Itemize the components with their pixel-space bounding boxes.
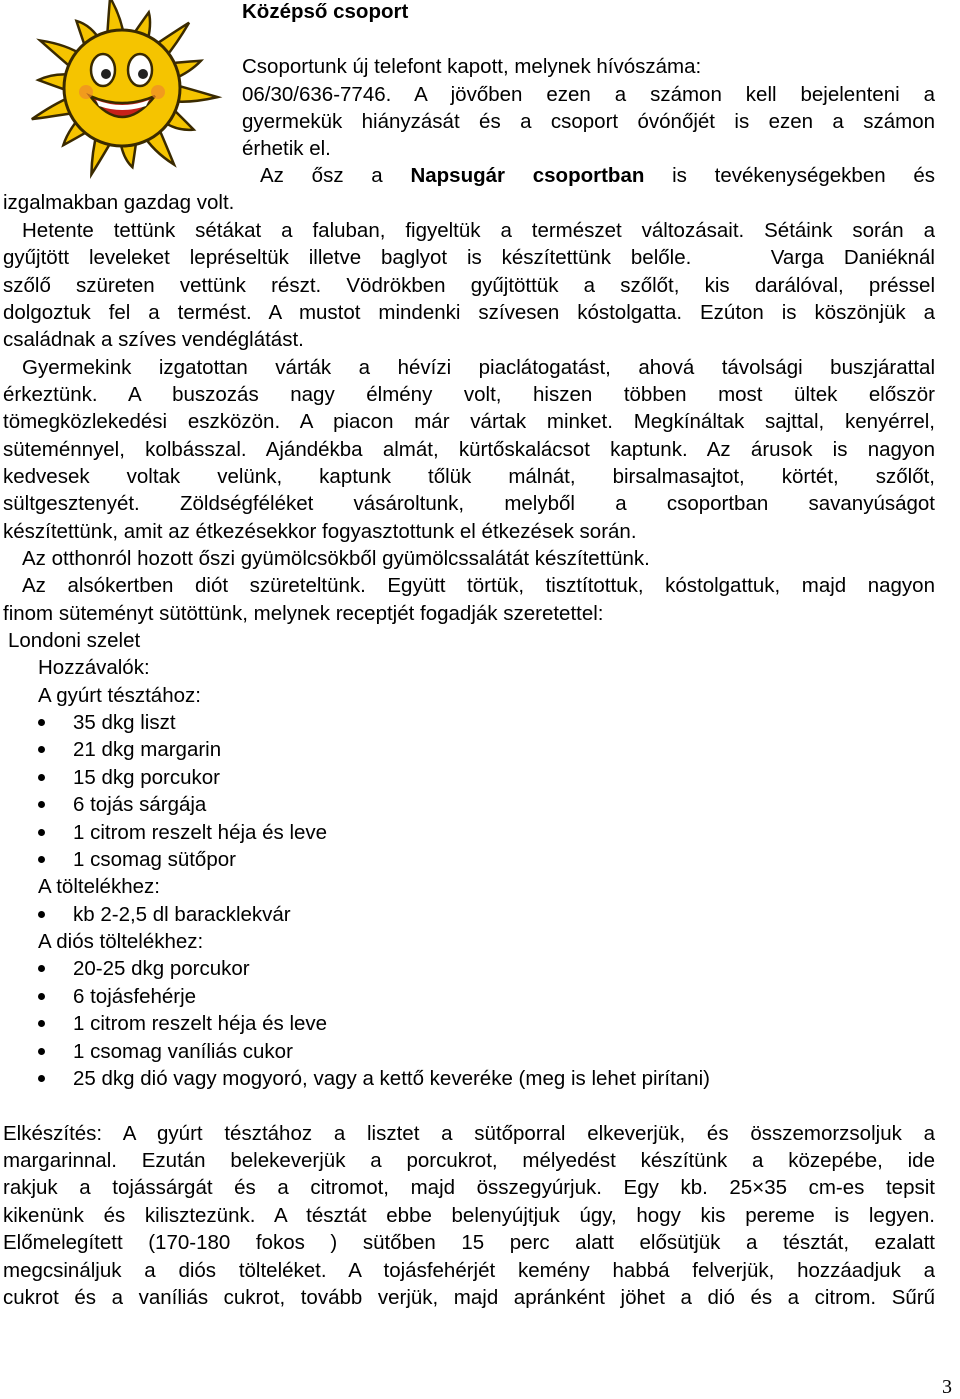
sun-right-pupil — [138, 69, 148, 79]
nut-filling-label: A diós töltelékhez: — [38, 930, 204, 953]
method-line: megcsináljuk a diós tölteléket. A tojásfehérjét kemény habbá felverjük, hozzáadjuk a — [3, 1259, 935, 1282]
nut-item: 1 csomag vaníliás cukor — [73, 1040, 293, 1063]
dough-item: 1 csomag sütőpor — [73, 848, 236, 871]
intro-line-2: 06/30/636-7746. A jövőben ezen a számon kell bejelenteni a — [242, 83, 935, 106]
bullet-icon — [38, 856, 48, 866]
method-line: cukrot és a vaníliás cukrot, tovább verjük, majd apránként jöhet a dió és a citrom. Sűrű — [3, 1286, 935, 1309]
sun-illustration — [0, 0, 235, 190]
bullet-icon — [38, 993, 48, 1003]
filling-label: A töltelékhez: — [38, 875, 160, 898]
section-heading: Középső csoport — [242, 0, 409, 23]
paragraph-1-line-2: izgalmakban gazdag volt. — [3, 191, 235, 214]
paragraph-1-line-1 — [260, 162, 935, 189]
p1-post: is tevékenységekben és — [644, 164, 936, 187]
dough-item: 35 dkg liszt — [73, 711, 176, 734]
p1-pre: Az ősz a — [260, 164, 411, 187]
dough-item: 1 citrom reszelt héja és leve — [73, 821, 328, 844]
paragraph-3-line-5: kedvesek voltak velünk, kaptunk tőlük málnát, birsalmasajtot, körtét, szőlőt, — [3, 465, 935, 488]
dough-item: 6 tojás sárgája — [73, 793, 207, 816]
bullet-icon — [38, 719, 48, 729]
paragraph-3-line-7: készítettünk, amit az étkezésekkor fogyasztottunk el étkezések során. — [3, 520, 637, 543]
bullet-icon — [38, 1020, 48, 1030]
paragraph-3-line-2: érkeztünk. A buszozás nagy élmény volt, hiszen többen most ültek először — [3, 383, 935, 406]
nut-item: 20-25 dkg porcukor — [73, 957, 250, 980]
page-number: 3 — [942, 1376, 952, 1398]
paragraph-3-line-1: Gyermekink izgatottan várták a hévízi piaclátogatást, ahová távolsági buszjárattal — [22, 356, 935, 379]
bullet-icon — [38, 1048, 48, 1058]
method-line: kikenünk és kilisztezünk. A tésztát ebbe belenyújtjuk úgy, hogy kis pereme is legyen. — [3, 1204, 935, 1227]
method-line: margarinnal. Ezután belekeverjük a porcukrot, mélyedést készítünk a közepébe, ide — [3, 1149, 935, 1172]
paragraph-5-line-1: Az alsókertben diót szüreteltünk. Együtt törtük, tisztítottuk, kóstolgattuk, majd nagyon — [22, 574, 935, 597]
paragraph-3-line-3: tömegközlekedési eszközön. A piacon már vártak minket. Megkínáltak sajttal, kenyérrel, — [3, 410, 935, 433]
bullet-icon — [38, 774, 48, 784]
bullet-icon — [38, 911, 48, 921]
paragraph-2-line-1: Hetente tettünk sétákat a faluban, figyeltük a természet változásait. Sétáink során a — [22, 219, 935, 242]
bullet-icon — [38, 1075, 48, 1085]
filling-item: kb 2-2,5 dl baracklekvár — [73, 903, 291, 926]
intro-line-1: Csoportunk új telefont kapott, melynek hívószáma: — [242, 55, 702, 78]
intro-line-4: érhetik el. — [242, 137, 331, 160]
sun-left-cheek — [79, 85, 93, 99]
paragraph-2-line-5: családnak a szíves vendéglátást. — [3, 328, 304, 351]
recipe-title: Londoni szelet — [8, 629, 141, 652]
bullet-icon — [38, 829, 48, 839]
method-line: Elkészítés: A gyúrt tésztához a lisztet a sütőporral elkeverjük, és összemorzsoljuk a — [3, 1122, 935, 1145]
dough-label: A gyúrt tésztához: — [38, 684, 201, 707]
dough-item: 15 dkg porcukor — [73, 766, 221, 789]
method-line: rakjuk a tojássárgát és a citromot, majd összegyúrjuk. Egy kb. 25×35 cm-es tepsit — [3, 1176, 935, 1199]
bullet-icon — [38, 801, 48, 811]
group-name: Napsugár csoportban — [410, 164, 645, 187]
paragraph-3-line-4: süteménnyel, kolbásszal. Ajándékba almát, kürtőskalácsot kaptunk. Az árusok is nagyon — [3, 438, 935, 461]
paragraph-2-line-2: gyűjtött leveleket lepréseltük illetve baglyot is készítettünk belőle. Varga Daniéknál — [3, 246, 935, 269]
method-line: Előmelegített (170-180 fokos ) sütőben 15 perc alatt elősütjük a tésztát, ezalatt — [3, 1231, 935, 1254]
bullet-icon — [38, 965, 48, 975]
nut-item: 6 tojásfehérje — [73, 985, 197, 1008]
paragraph-5-line-2: finom süteményt sütöttünk, melynek receptjét fogadják szeretettel: — [3, 602, 604, 625]
paragraph-2-line-3: szőlő szüreten vettünk részt. Vödrökben gyűjtöttük a szőlőt, kis darálóval, préssel — [3, 274, 935, 297]
paragraph-3-line-6: sültgesztenyét. Zöldségféléket vásároltunk, melyből a csoportban savanyúságot — [3, 492, 935, 515]
bullet-icon — [38, 746, 48, 756]
nut-item: 1 citrom reszelt héja és leve — [73, 1012, 328, 1035]
dough-item: 21 dkg margarin — [73, 738, 222, 761]
paragraph-4: Az otthonról hozott őszi gyümölcsökből gyümölcssalátát készítettünk. — [22, 547, 650, 570]
sun-left-pupil — [101, 69, 111, 79]
intro-line-3: gyermekük hiányzását és a csoport óvónőjét is ezen a számon — [242, 110, 935, 133]
sun-right-cheek — [151, 85, 165, 99]
paragraph-2-line-4: dolgoztuk fel a termést. A mustot mindenki szívesen kóstolgatta. Ezúton is köszönjük a — [3, 301, 935, 324]
ingredients-label: Hozzávalók: — [38, 656, 150, 679]
nut-item: 25 dkg dió vagy mogyoró, vagy a kettő keveréke (meg is lehet pirítani) — [73, 1067, 710, 1090]
